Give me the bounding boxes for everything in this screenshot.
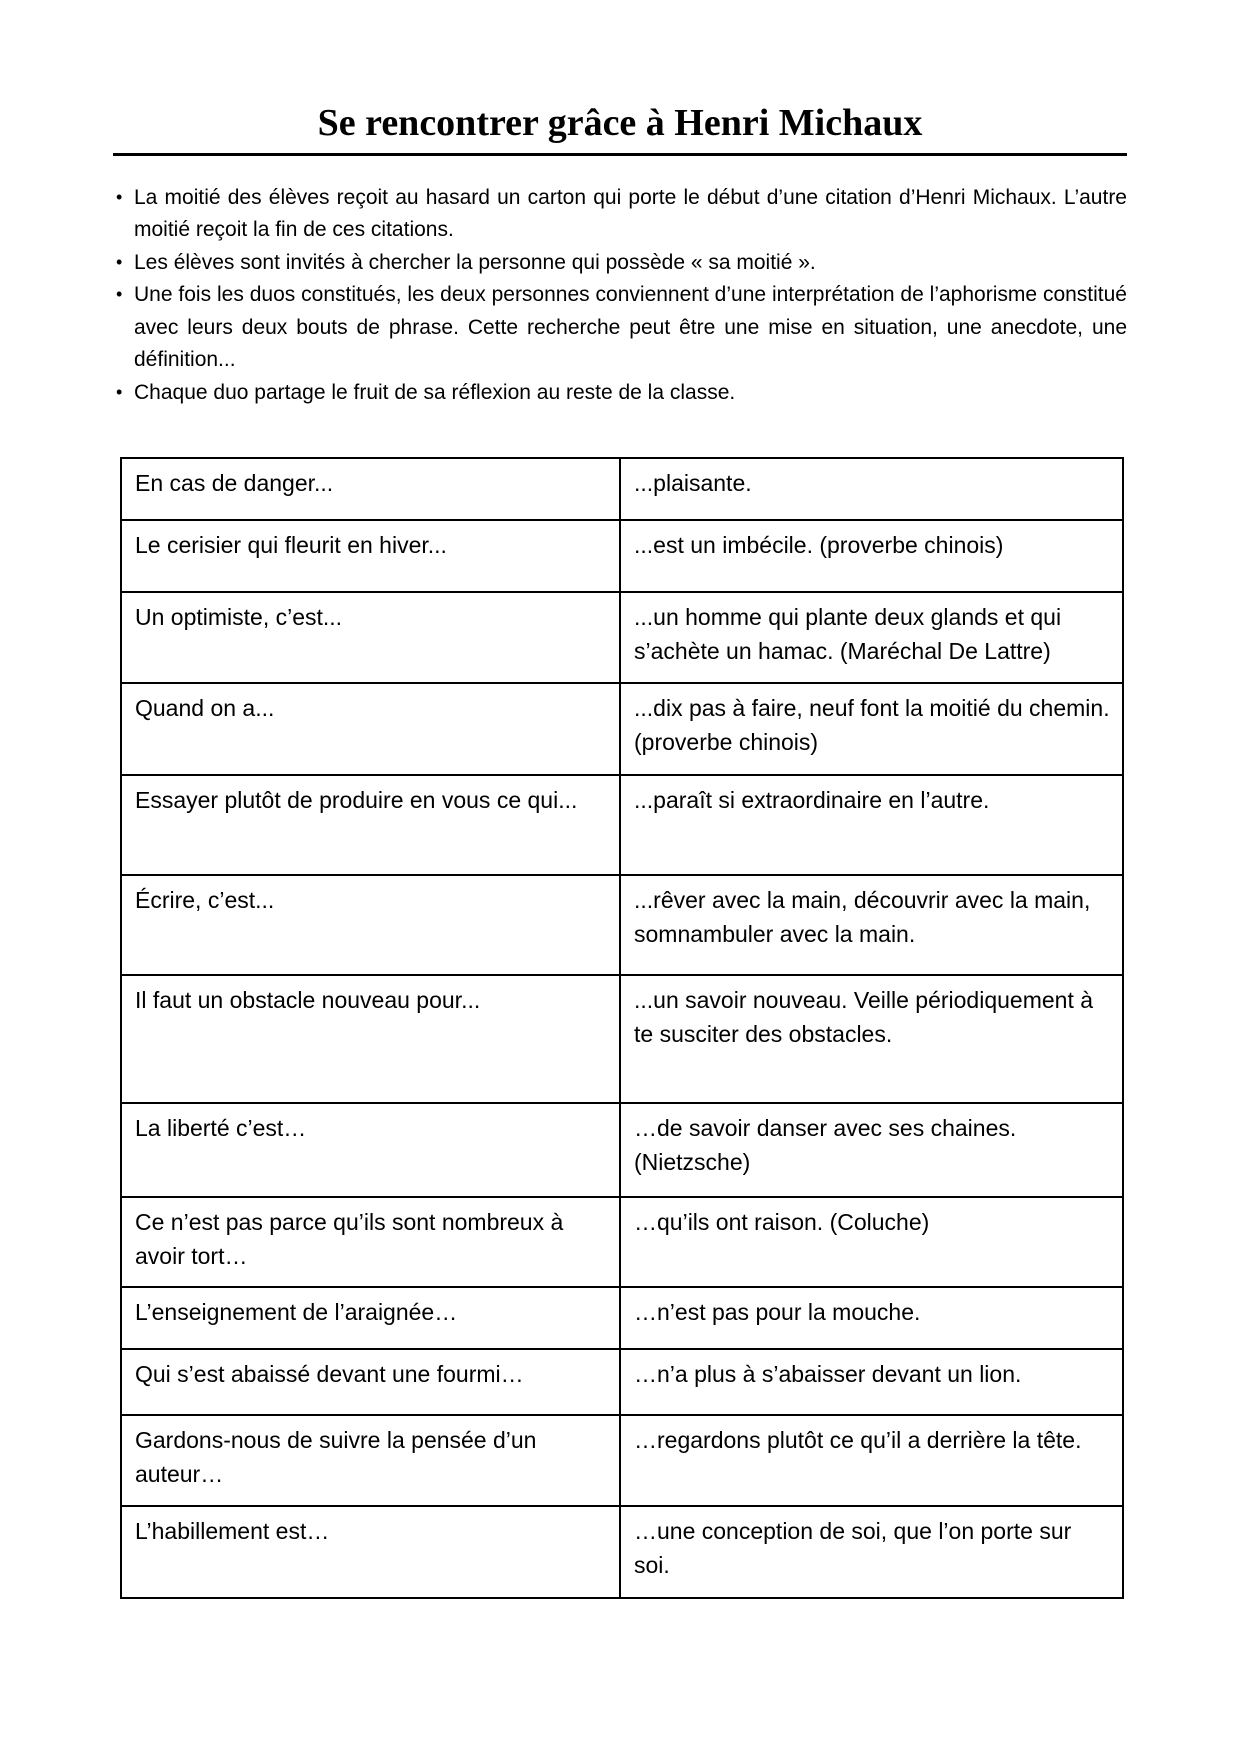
quote-start-cell: La liberté c’est… — [121, 1103, 620, 1197]
instruction-item: • La moitié des élèves reçoit au hasard un carton qui porte le début d’une citation d’Henri Michaux. L’autre moitié reçoit la fin de ces citations. — [113, 182, 1127, 247]
title-block — [113, 101, 1127, 156]
quote-start-cell: Gardons-nous de suivre la pensée d’un auteur… — [121, 1415, 620, 1506]
quote-start-cell: En cas de danger... — [121, 458, 620, 520]
table-row — [121, 458, 1123, 520]
quote-end-cell: ...paraît si extraordinaire en l’autre. — [620, 775, 1123, 875]
quote-end-cell: …de savoir danser avec ses chaines. (Nietzsche) — [620, 1103, 1123, 1197]
quote-end-cell: …n’a plus à s’abaisser devant un lion. — [620, 1349, 1123, 1415]
page-title: Se rencontrer grâce à Henri Michaux — [317, 102, 923, 144]
quote-start-cell: L’enseignement de l’araignée… — [121, 1287, 620, 1349]
table-row — [121, 1197, 1123, 1287]
quote-start-cell: Qui s’est abaissé devant une fourmi… — [121, 1349, 620, 1415]
instructions-list — [113, 182, 1127, 410]
quote-start-cell: Quand on a... — [121, 683, 620, 775]
table-row — [121, 520, 1123, 592]
instruction-item: • Les élèves sont invités à chercher la personne qui possède « sa moitié ». — [113, 247, 1127, 280]
quote-start-cell: Il faut un obstacle nouveau pour... — [121, 975, 620, 1103]
instruction-item: • Chaque duo partage le fruit de sa réflexion au reste de la classe. — [113, 377, 1127, 410]
quote-end-cell: ...est un imbécile. (proverbe chinois) — [620, 520, 1123, 592]
table-row — [121, 875, 1123, 975]
table-row — [121, 1415, 1123, 1506]
instruction-item: • Une fois les duos constitués, les deux personnes conviennent d’une interprétation de l’aphorisme constitué avec leurs deux bouts de phrase. Cette recherche peut être une mise en situation, une anecdote, une définition... — [113, 279, 1127, 377]
quotes-table — [120, 457, 1124, 1599]
quote-start-cell: Le cerisier qui fleurit en hiver... — [121, 520, 620, 592]
quote-start-cell: Écrire, c’est... — [121, 875, 620, 975]
quote-start-cell: Essayer plutôt de produire en vous ce qui... — [121, 775, 620, 875]
quote-end-cell: ...rêver avec la main, découvrir avec la main, somnambuler avec la main. — [620, 875, 1123, 975]
quote-end-cell: …qu’ils ont raison. (Coluche) — [620, 1197, 1123, 1287]
table-row — [121, 775, 1123, 875]
quote-end-cell: ...dix pas à faire, neuf font la moitié du chemin. (proverbe chinois) — [620, 683, 1123, 775]
quote-end-cell: …regardons plutôt ce qu’il a derrière la tête. — [620, 1415, 1123, 1506]
quote-end-cell: ...plaisante. — [620, 458, 1123, 520]
quote-start-cell: L’habillement est… — [121, 1506, 620, 1598]
table-row — [121, 1506, 1123, 1598]
quote-end-cell: ...un savoir nouveau. Veille périodiquement à te susciter des obstacles. — [620, 975, 1123, 1103]
table-row — [121, 683, 1123, 775]
quote-end-cell: …n’est pas pour la mouche. — [620, 1287, 1123, 1349]
table-row — [121, 1103, 1123, 1197]
quote-end-cell: ...un homme qui plante deux glands et qui s’achète un hamac. (Maréchal De Lattre) — [620, 592, 1123, 683]
table-row — [121, 975, 1123, 1103]
table-row — [121, 592, 1123, 683]
quote-start-cell: Un optimiste, c’est... — [121, 592, 620, 683]
quote-start-cell: Ce n’est pas parce qu’ils sont nombreux à avoir tort… — [121, 1197, 620, 1287]
table-row — [121, 1349, 1123, 1415]
table-row — [121, 1287, 1123, 1349]
quote-end-cell: …une conception de soi, que l’on porte sur soi. — [620, 1506, 1123, 1598]
